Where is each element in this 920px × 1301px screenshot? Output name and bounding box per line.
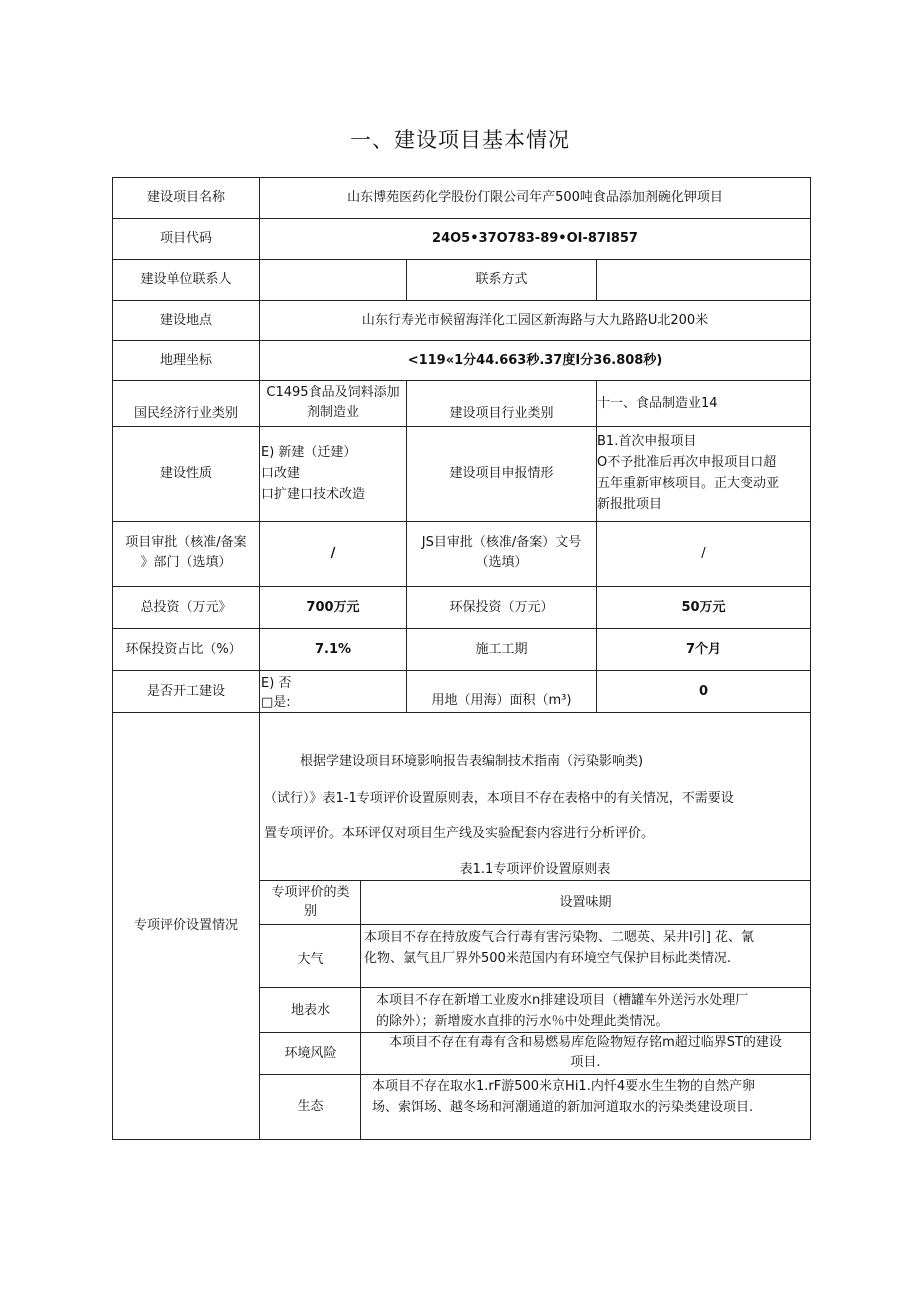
contact-person-value: [260, 260, 406, 300]
location-label: 建设地点: [159, 312, 212, 328]
declare-options: [597, 431, 810, 519]
inner-table-title: 表1.1专项评价设置原则表: [459, 862, 611, 877]
period-label: 施工工期: [475, 641, 528, 657]
special-label: 专项评价设置情况: [133, 918, 238, 933]
project-industry-value: 十一、食品制造业14: [597, 395, 718, 411]
started-option: □是:: [261, 695, 291, 710]
nature-option: 口改建: [261, 466, 301, 481]
industry-label: 国民经济行业类别: [133, 406, 238, 421]
nature-options: [261, 442, 406, 512]
industry-value: [260, 383, 406, 425]
inner-table-line: [260, 924, 811, 925]
declare-label: 建设项目申报情形: [449, 466, 554, 481]
location-value: 山东行寿光市候留海洋化工园区新海路与大九路路U北200米: [361, 312, 709, 328]
inner-head-category: 专项评价的类 别: [271, 885, 350, 919]
inner-row-condition: 本项目不存在新增工业废水n排建设项目（槽罐车外送污水处理厂 的除外）；新增废水直排的污水％中处理此类情况。: [376, 993, 749, 1029]
declare-option: 新报批项目: [597, 497, 663, 512]
inner-row-category: 大气: [297, 952, 324, 967]
period-value: 7个月: [685, 641, 722, 657]
coords-label: 地理坐标: [159, 352, 212, 368]
inner-table-line: [260, 987, 811, 988]
env-invest-label: 环保投资（万元）: [449, 599, 554, 615]
inner-row-condition: 本项目不存在有毒有含和易燃易库危险物短存铭m超过临界ST的建设 项目.: [389, 1035, 782, 1070]
special-paragraph: 置专项评价。本环评仅对项目生产线及实验配套内容进行分析评价。: [264, 826, 655, 841]
total-invest-value: 700万元: [306, 599, 360, 615]
special-paragraph: （试行）》表1-1专项评价设置原则表，本项目不存在表格中的有关情况，不需要设: [264, 791, 734, 806]
contact-method-value: [597, 260, 810, 300]
project-industry-label: 建设项目行业类别: [449, 406, 554, 421]
contact-method-label: 联系方式: [475, 272, 528, 287]
approval-doc-label: JS目审批（核准/备案）文号 （选填）: [421, 535, 582, 570]
approval-doc-value: /: [701, 546, 706, 561]
total-invest-label: 总投资（万元》: [140, 599, 232, 615]
inner-row-category: 生态: [297, 1099, 324, 1114]
declare-option: 五年重新审核项目。正大变动亚: [597, 476, 780, 491]
land-label: 用地（用海）面积（m³): [431, 693, 572, 708]
approval-dept-label: 项目审批（核准/备案 》部门（选填）: [125, 535, 247, 570]
inner-table-line: [260, 1074, 811, 1075]
nature-label: 建设性质: [159, 466, 212, 481]
table-border-right: [810, 177, 811, 1140]
coords-value: <119«1分44.663秒.37度I分36.808秒): [407, 352, 663, 368]
inner-row-category: 环境风险: [284, 1045, 337, 1061]
started-options: [261, 673, 406, 712]
declare-option: B1.首次申报项目: [597, 434, 697, 449]
env-ratio-label: 环保投资占比（%）: [125, 641, 242, 657]
started-option: E) 否: [261, 676, 292, 691]
industry-value-line: 剂制造业: [306, 405, 359, 420]
inner-row-category: 地表水: [290, 1003, 330, 1018]
industry-value-line: C1495食品及饲料添加: [266, 385, 400, 400]
nature-option: 口扩建口技术改造: [261, 487, 366, 502]
inner-head-condition: 设置味期: [559, 894, 612, 910]
inner-row-condition: 本项目不存在取水1.rF游500米京Hi1.内忏4要水生生物的自然产卵 场、索饵场、越冬场和河潮通道的新加河道取水的污染类建设项目.: [372, 1079, 756, 1115]
table-row-line: [112, 1139, 811, 1140]
started-label: 是否开工建设: [146, 683, 225, 699]
contact-person-label: 建设单位联系人: [140, 272, 232, 287]
project-name-label: 建设项目名称: [146, 190, 225, 205]
env-invest-value: 50万元: [681, 599, 726, 615]
nature-option: E) 新建（迁建）: [261, 445, 357, 460]
env-ratio-value: 7.1%: [314, 641, 352, 657]
page-title: 一、建设项目基本情况: [350, 128, 570, 152]
project-code-label: 项目代码: [159, 231, 212, 246]
land-value: 0: [698, 683, 709, 699]
declare-option: O不予批准后再次申报项目口超: [597, 455, 777, 470]
approval-dept-value: /: [330, 546, 336, 561]
project-name-value: 山东博苑医药化学股份仃限公司年产500吨食品添加剂碗化钾项目: [347, 190, 723, 205]
project-code-value: 24O5•37O783-89•OI-87I857: [432, 231, 638, 246]
special-paragraph: 根据学建设项目环境影响报告表编制技术指南（污染影响类): [300, 754, 644, 769]
inner-row-condition: 本项目不存在持放废气合行毒有害污染物、二嗯英、呆井I引] 花、氰 化物、氯气且厂界外500米范国内有环境空气保护目标此类情况.: [364, 930, 755, 966]
